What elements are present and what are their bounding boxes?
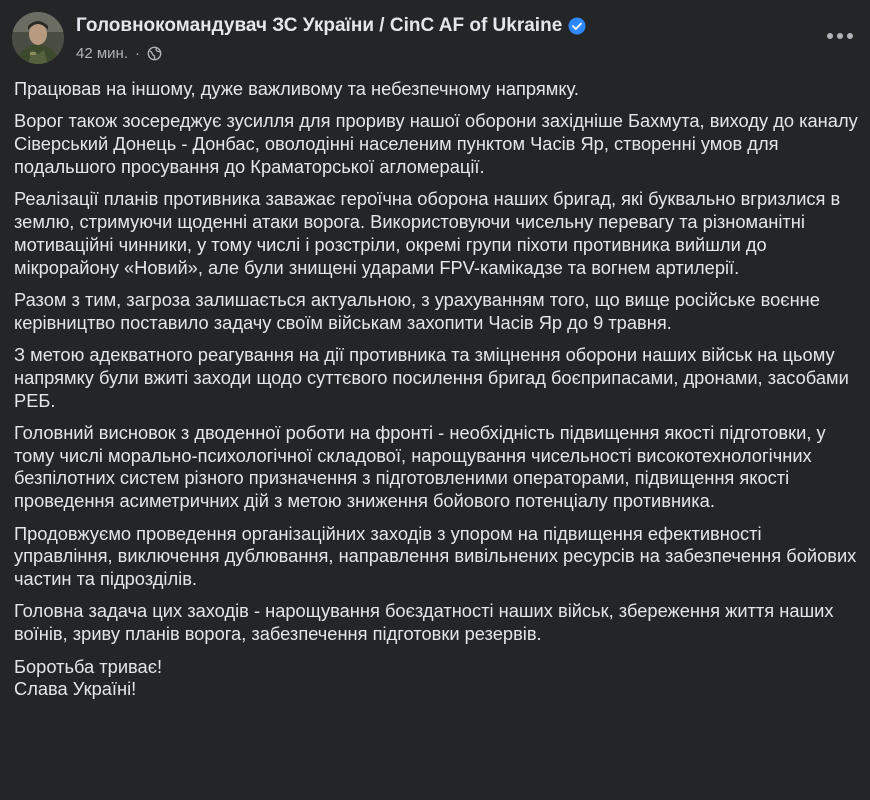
post-paragraph: Головний висновок з дводенної роботи на фронті - необхідність підвищення якості підготовки, у тому числі морально-психологічної складової, нарощування чисельності високотехнологічних безпілотних систем різного призначення з підготовленими операторами, підвищення якості проведення асиметричних дій з метою зниження бойового потенціалу противника. bbox=[14, 421, 826, 512]
more-dot bbox=[837, 33, 843, 39]
author-name[interactable]: Головнокомандувач ЗС України / CinC AF of Ukraine bbox=[76, 15, 563, 36]
post-paragraph: Продовжуємо проведення організаційних заходів з упором на підвищення ефективності управління, виключення дублювання, направлення вивільнених ресурсів на забезпечення бойових частин та підрозділів. bbox=[14, 522, 857, 590]
post-paragraph: Ворог також зосереджує зусилля для прориву нашої оборони західніше Бахмута, виходу до каналу Сіверський Донець - Донбас, оволодінні населеним пунктом Часів Яр, створенні умов для подальшого просування до Краматорської агломерації. bbox=[14, 110, 858, 177]
post-timestamp[interactable]: 42 мин. bbox=[76, 44, 128, 62]
closing-line: Слава Україні! bbox=[14, 678, 137, 700]
post-paragraph: Працював на іншому, дуже важливому та небезпечному напрямку. bbox=[14, 78, 579, 99]
closing-line: Боротьба триває! bbox=[14, 655, 163, 677]
post-meta bbox=[76, 43, 586, 63]
author-line bbox=[76, 14, 586, 38]
post-paragraph: З метою адекватного реагування на дії противника та зміцнення оборони наших військ на цьому напрямку були вжиті заходи щодо суттєвого посилення бригад боєприпасами, дронами, засобами РЕБ. bbox=[14, 343, 849, 411]
post-paragraph: Реалізації планів противника заважає героїчна оборона наших бригад, які буквально вгризлися в землю, стримуючи щоденні атаки ворога. Використовуючи чисельну перевагу та різноманітні мотиваційні чинники, у тому числі і розстріли, окремі групи піхоти противника вийшли до мікрорайону «Новий», але були знищені ударами FPV-камікадзе та вогнем артилерії. bbox=[14, 188, 841, 278]
meta-separator: · bbox=[135, 44, 140, 62]
author-block bbox=[76, 14, 586, 63]
more-options-button[interactable] bbox=[822, 22, 858, 50]
post-paragraph: Разом з тим, загроза залишається актуальною, з урахуванням того, що вище російське воєнне керівництво поставило задачу своїм військам захопити Часів Яр до 9 травня. bbox=[14, 288, 820, 333]
globe-icon[interactable] bbox=[147, 46, 162, 61]
post-text bbox=[14, 78, 860, 701]
more-dot bbox=[827, 33, 833, 39]
avatar-image bbox=[12, 12, 64, 64]
avatar[interactable] bbox=[12, 12, 64, 64]
more-dot bbox=[847, 33, 853, 39]
verified-badge-icon bbox=[568, 17, 586, 35]
post-paragraph: Головна задача цих заходів - нарощування боєздатності наших військ, збереження життя наших воїнів, зриву планів ворога, забезпечення підготовки резервів. bbox=[14, 600, 834, 645]
post-header bbox=[12, 10, 858, 64]
